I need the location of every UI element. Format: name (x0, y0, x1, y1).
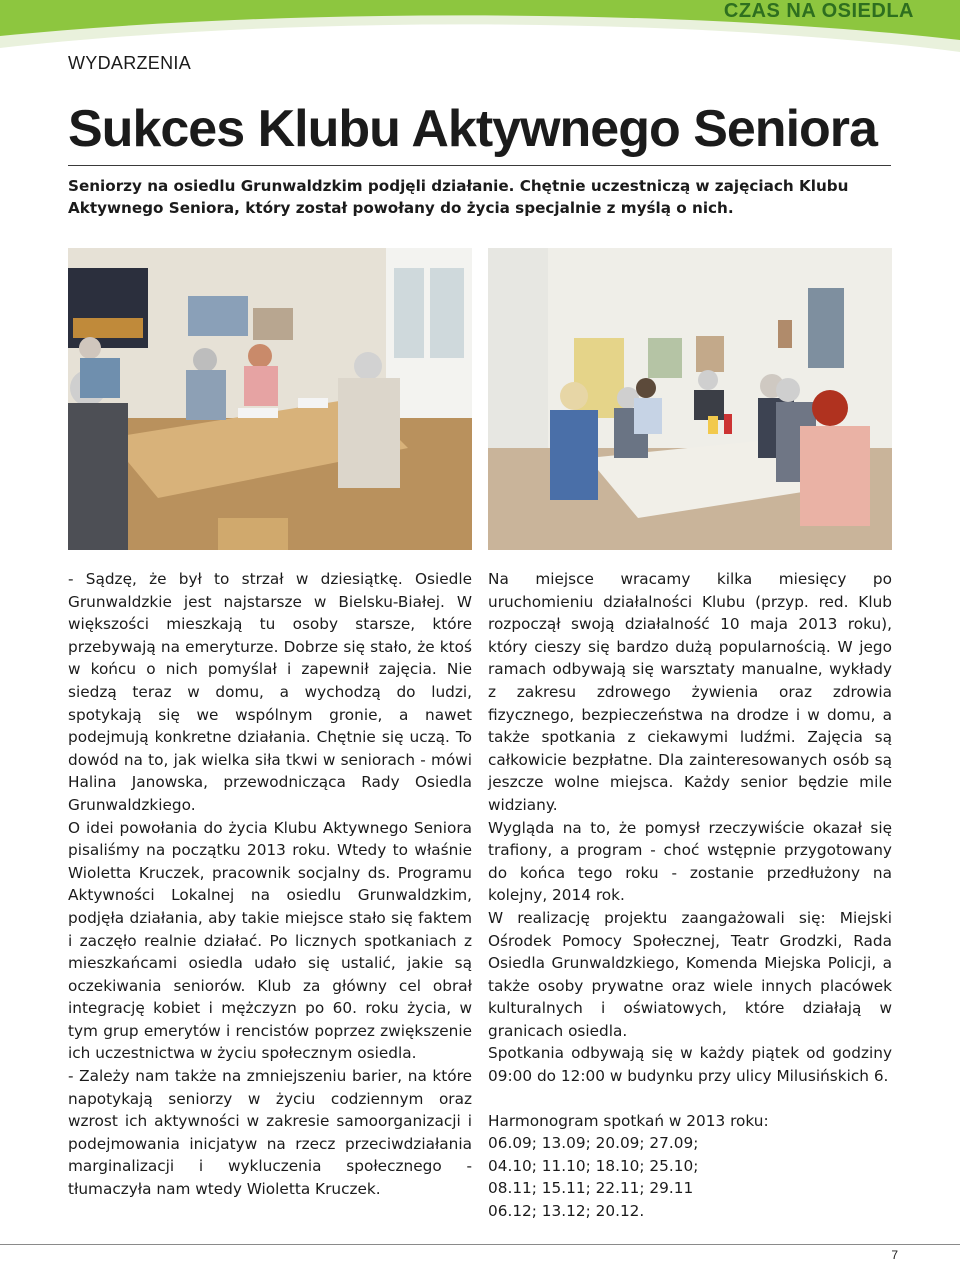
paragraph: Spotkania odbywają się w każdy piątek od godziny 09:00 do 12:00 w budynku przy ulicy Milusińskich 6. (488, 1044, 892, 1086)
article-lead: Seniorzy na osiedlu Grunwaldzkim podjęli działanie. Chętnie uczestniczą w zajęciach Klubu Aktywnego Seniora, który został powołany do życia specjalnie z myślą o nich. (68, 177, 849, 217)
photo-club-meeting-left (68, 248, 472, 550)
schedule-heading: Harmonogram spotkań w 2013 roku: (488, 1111, 769, 1130)
schedule-line: 08.11; 15.11; 22.11; 29.11 (488, 1179, 694, 1198)
section-label: WYDARZENIA (68, 53, 192, 73)
paragraph: Wygląda na to, że pomysł rzeczywiście okazał się trafiony, a program - choć wstępnie przygotowany do końca tego roku - zostanie przedłużony na kolejny, 2014 rok. (488, 818, 892, 905)
photo-club-meeting-right (488, 248, 892, 550)
page-number: 7 (891, 1248, 898, 1262)
paragraph: Na miejsce wracamy kilka miesięcy po uruchomieniu działalności Klubu (przyp. red. Klub rozpoczął swoją działalność 10 maja 2013 roku), który cieszy się bardzo dużą popularnością. W jego ramach odbywają się warsztaty manualne, wykłady z zakresu zdrowego żywienia oraz zdrowia fizycznego, bezpieczeństwa na drodze i w domu, a także spotkania z ciekawymi ludźmi. Zajęcia są całkowicie bezpłatne. Dla zainteresowanych osób są jeszcze wolne miejsca. Każdy senior będzie mile widziany. (488, 570, 892, 814)
schedule-line: 04.10; 11.10; 18.10; 25.10; (488, 1156, 699, 1175)
footer-divider (0, 1244, 960, 1245)
paragraph: - Zależy nam także na zmniejszeniu barier, na które napotykają seniorzy w życiu codziennym oraz wzrost ich aktywności w zakresie samoorganizacji i podejmowania inicjatyw na rzecz przeciwdziałania marginalizacji i wykluczenia społecznego - tłumaczyła nam wtedy Wioletta Kruczek. (68, 1067, 472, 1199)
paragraph: - Sądzę, że był to strzał w dziesiątkę. Osiedle Grunwaldzkie jest najstarsze w Bielsku-Białej. W większości mieszkają tu osoby starsze, które przebywają na emeryturze. Dobrze się stało, że ktoś w końcu o nich pomyślał i zapewnił zajęcia. Nie siedzą teraz w domu, a wychodzą do ludzi, spotykają się we wspólnym gronie, a nawet podejmują konkretne działania. Chętnie się uczą. To dowód na to, jak wielka siła tkwi w seniorach - mówi Halina Janowska, przewodnicząca Rady Osiedla Grunwaldzkiego. (68, 570, 472, 814)
article-title: Sukces Klubu Aktywnego Seniora (68, 100, 877, 158)
magazine-brand: CZAS NA OSIEDLA (723, 0, 914, 22)
schedule-line: 06.12; 13.12; 20.12. (488, 1202, 645, 1221)
article-column-left (68, 568, 472, 1201)
article-column-right (488, 568, 892, 1223)
paragraph: O idei powołania do życia Klubu Aktywnego Seniora pisaliśmy na początku 2013 roku. Wtedy to właśnie Wioletta Kruczek, pracownik socjalny ds. Programu Aktywności Lokalnej na osiedlu Grunwaldzkim, podjęła działania, aby takie miejsce stało się faktem i zaczęło realnie działać. Po licznych spotkaniach z mieszkańcami osiedla udało się ustalić, jakie są oczekiwania seniorów. Klub za główny cel obrał integrację kobiet i mężczyzn po 60. roku życia, w tym grup emerytów i rencistów poprzez zwiększenie ich uczestnictwa w życiu społecznym osiedla. (68, 818, 472, 1063)
paragraph: W realizację projektu zaangażowali się: Miejski Ośrodek Pomocy Społecznej, Teatr Grodzki, Rada Osiedla Grunwaldzkiego, Komenda Miejska Policji, a także osoby prywatne oraz wiele innych placówek kulturalnych i oświatowych, które działają w granicach osiedla. (488, 908, 892, 1040)
title-divider (68, 165, 891, 166)
spacer (488, 1088, 892, 1110)
schedule-line: 06.09; 13.09; 20.09; 27.09; (488, 1134, 699, 1153)
